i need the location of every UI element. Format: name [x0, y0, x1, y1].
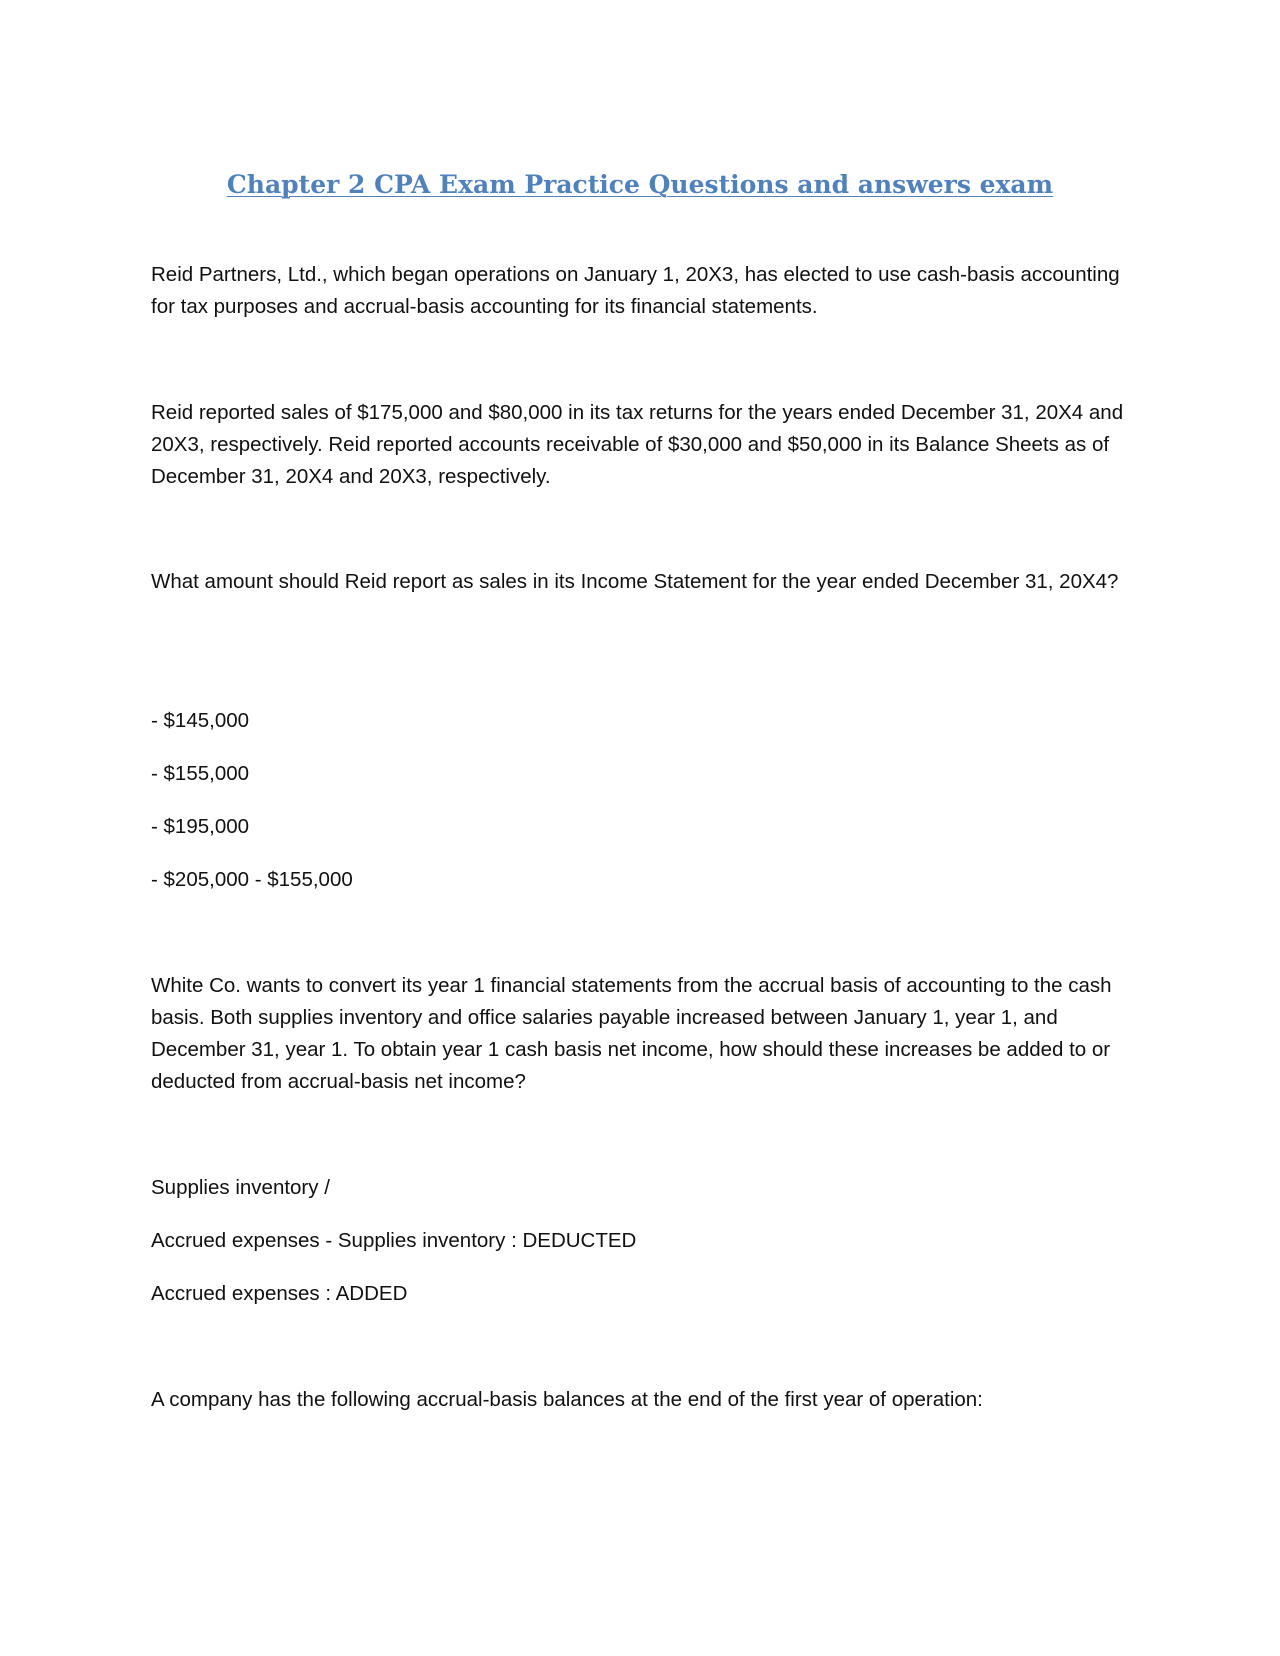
q3-question-paragraph: A company has the following accrual-basis balances at the end of the first year of operation: [151, 1388, 983, 1411]
q2-answer-line-2: Accrued expenses - Supplies inventory : DEDUCTED [151, 1229, 637, 1252]
q1-intro-paragraph: Reid Partners, Ltd., which began operations on January 1, 20X3, has elected to use cash-basis accounting for tax purposes and accrual-basis accounting for its financial statements. [151, 263, 1120, 318]
q1-option-c: - $195,000 [151, 815, 250, 838]
q2-answer-line-1: Supplies inventory / [151, 1176, 330, 1199]
q1-option-a: - $145,000 [151, 709, 250, 732]
q2-question-paragraph: White Co. wants to convert its year 1 financial statements from the accrual basis of accounting to the cash basis. Both supplies inventory and office salaries payable increased between January 1, year 1, and December 31, year 1. To obtain year 1 cash basis net income, how should these increases be added to or deducted from accrual-basis net income? [151, 974, 1112, 1093]
q1-option-b: - $155,000 [151, 762, 250, 785]
q2-answer-line-3: Accrued expenses : ADDED [151, 1282, 408, 1305]
q1-facts-paragraph: Reid reported sales of $175,000 and $80,000 in its tax returns for the years ended December 31, 20X4 and 20X3, respectively. Reid reported accounts receivable of $30,000 and $50,000 in its Balance Sheets as of December 31, 20X4 and 20X3, respectively. [151, 401, 1124, 488]
q1-option-d: - $205,000 - $155,000 [151, 868, 353, 891]
page-title: Chapter 2 CPA Exam Practice Questions and answers exam [226, 170, 1054, 199]
q1-question-paragraph: What amount should Reid report as sales in its Income Statement for the year ended December 31, 20X4? [151, 570, 1119, 593]
